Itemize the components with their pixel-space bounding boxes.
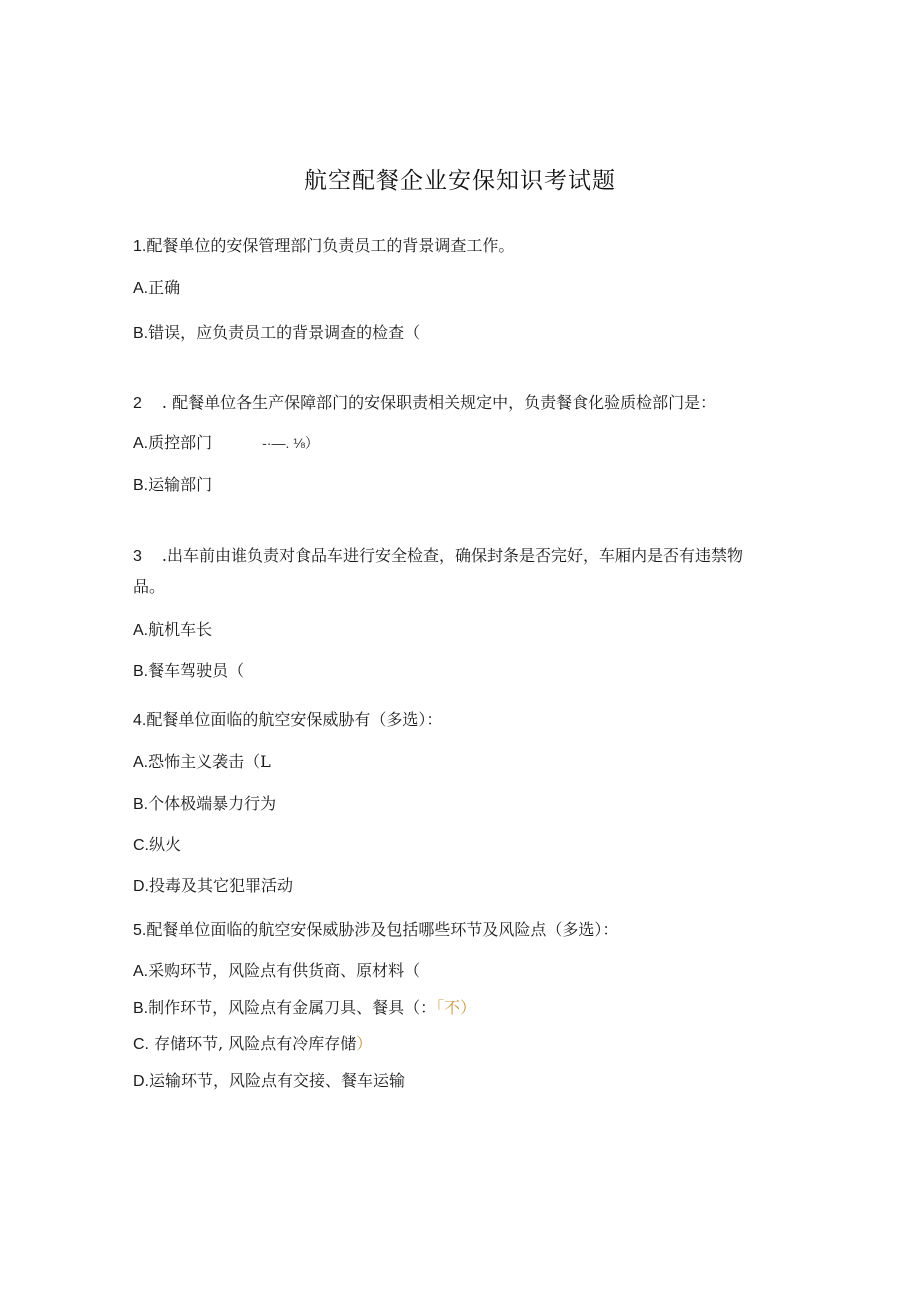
q4-option-c bbox=[133, 835, 793, 856]
option-label: B. bbox=[133, 325, 149, 342]
question-4 bbox=[133, 710, 793, 731]
option-text: 错误，应负责员工的背景调查的检查（ bbox=[148, 323, 421, 342]
option-text: 正确 bbox=[148, 278, 181, 297]
question-5 bbox=[133, 920, 793, 941]
option-label: B. bbox=[133, 663, 149, 680]
question-number: 4. bbox=[133, 712, 147, 729]
document-title: 航空配餐企业安保知识考试题 bbox=[304, 168, 616, 194]
option-text: 恐怖主义袭击（L bbox=[148, 752, 271, 771]
option-label: A. bbox=[133, 280, 149, 297]
option-text: 餐车驾驶员（ bbox=[148, 661, 245, 680]
option-text: 存储环节, 风险点有冷库存储 bbox=[149, 1034, 357, 1053]
q2-option-a bbox=[133, 433, 793, 454]
option-text: 运输部门 bbox=[148, 475, 213, 494]
q1-option-b bbox=[133, 323, 793, 344]
option-label: A. bbox=[133, 754, 149, 771]
question-text: 配餐单位的安保管理部门负责员工的背景调查工作。 bbox=[146, 236, 515, 255]
option-text: 制作环节，风险点有金属刀具、餐具（： bbox=[148, 998, 437, 1017]
option-label: B. bbox=[133, 1000, 149, 1017]
option-text: 个体极端暴力行为 bbox=[148, 794, 277, 813]
scan-noise-mark: -·—. ⅛） bbox=[262, 435, 319, 451]
option-label: A. bbox=[133, 963, 149, 980]
option-text: 航机车长 bbox=[148, 620, 213, 639]
option-label: C. bbox=[133, 1036, 149, 1053]
q4-option-d bbox=[133, 876, 793, 897]
question-number: 5. bbox=[133, 922, 147, 939]
question-text: 配餐单位面临的航空安保威胁涉及包括哪些环节及风险点（多选）： bbox=[146, 920, 619, 939]
option-label: A. bbox=[133, 622, 149, 639]
question-text: .出车前由谁负责对食品车进行安全检查，确保封条是否完好，车厢内是否有违禁物 bbox=[161, 546, 743, 565]
q5-option-c bbox=[133, 1034, 793, 1055]
question-number: 2 bbox=[133, 395, 142, 412]
scan-noise-mark: ） bbox=[356, 1034, 373, 1053]
scan-noise-mark: 「不） bbox=[436, 998, 477, 1017]
q5-option-a bbox=[133, 961, 793, 982]
q4-option-b bbox=[133, 794, 793, 815]
option-text: 质控部门 bbox=[148, 433, 213, 452]
option-label: B. bbox=[133, 796, 149, 813]
question-2 bbox=[133, 393, 793, 414]
option-label: D. bbox=[133, 878, 149, 895]
q1-option-a bbox=[133, 278, 793, 299]
option-text: 采购环节，风险点有供货商、原材料（ bbox=[148, 961, 421, 980]
q5-option-b bbox=[133, 998, 793, 1019]
question-number: 3 bbox=[133, 548, 142, 565]
option-label: A. bbox=[133, 435, 149, 452]
question-text: 品。 bbox=[133, 577, 166, 596]
option-label: C. bbox=[133, 837, 149, 854]
question-1 bbox=[133, 236, 793, 257]
question-3 bbox=[133, 546, 793, 567]
q5-option-d bbox=[133, 1071, 793, 1092]
q3-option-b bbox=[133, 661, 793, 682]
question-text: . 配餐单位各生产保障部门的安保职责相关规定中，负责餐食化验质检部门是： bbox=[161, 393, 717, 412]
question-text: 配餐单位面临的航空安保威胁有（多选）： bbox=[146, 710, 443, 729]
option-text: 纵火 bbox=[149, 835, 182, 854]
q2-option-b bbox=[133, 475, 793, 496]
option-text: 投毒及其它犯罪活动 bbox=[149, 876, 294, 895]
question-number: 1. bbox=[133, 238, 147, 255]
q4-option-a bbox=[133, 752, 793, 773]
question-3-continuation bbox=[133, 577, 793, 597]
option-text: 运输环节，风险点有交接、餐车运输 bbox=[149, 1071, 406, 1090]
option-label: D. bbox=[133, 1073, 149, 1090]
option-label: B. bbox=[133, 477, 149, 494]
q3-option-a bbox=[133, 620, 793, 641]
